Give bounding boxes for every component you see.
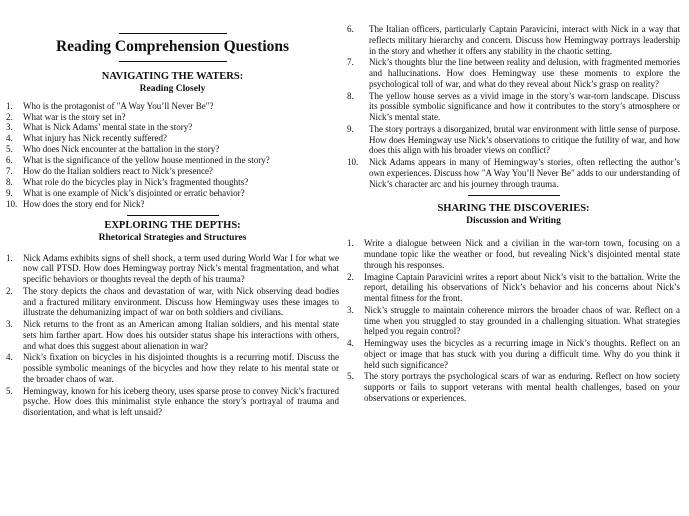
list-item: 5. Hemingway, known for his iceberg theory, uses sparse prose to convey Nick’s fractured psyche. How does this minimalist style enhance the story’s portrayal of trauma and disorientation, and what is left unsaid? xyxy=(6,385,339,418)
list-item: 7. Nick’s thoughts blur the line between reality and delusion, with fragmented memories and hallucinations. How does Hemingway use these moments to explore the psychological toll of war, and what do they reveal about Nick’s grasp on reality? xyxy=(347,57,680,89)
discussion-writing-list xyxy=(347,238,680,403)
section-sharing-subheading: Discussion and Writing xyxy=(466,216,561,227)
list-item: 3. Nick returns to the front as an American among Italian soldiers, and his mental state sets him farther apart. How does his outsider status shape his interactions with others, and what does this suggest about alienation in war? xyxy=(6,319,339,351)
list-item: 5. Who does Nick encounter at the battalion in the story? xyxy=(6,144,220,155)
list-item: 6. What is the significance of the yellow house mentioned in the story? xyxy=(6,155,270,166)
title-rule-top xyxy=(119,33,227,34)
section-sharing-heading: SHARING THE DISCOVERIES: xyxy=(437,203,590,215)
list-item: 4. Nick’s fixation on bicycles in his disjointed thoughts is a recurring motif. Discuss the possible symbolic meanings of the bicycles and how they relate to his mental state or the broader chaos of war. xyxy=(6,352,339,384)
section-exploring-subheading: Rhetorical Strategies and Structures xyxy=(98,232,247,243)
list-item: 2. What war is the story set in? xyxy=(6,111,126,122)
section-exploring-heading: EXPLORING THE DEPTHS: xyxy=(104,219,241,231)
list-item: 7. How do the Italian soldiers react to Nick’s presence? xyxy=(6,166,213,177)
list-item: 5. The story portrays the psychological scars of war as enduring. Reflect on how society supports or fails to support veterans with mental health challenges, based on your observations or experiences. xyxy=(347,371,680,403)
title-rule-bottom xyxy=(119,61,227,62)
rhetorical-strategies-list-continued xyxy=(347,24,680,189)
list-item: 2. Imagine Captain Paravicini writes a report about Nick’s visit to the battalion. Write the report, detailing his observations of Nick’s behavior and his concerns about Nick’s mental fitness for the front. xyxy=(347,271,680,303)
list-item: 10. Nick Adams appears in many of Hemingway’s stories, often reflecting the author’s own experiences. Discuss how "A Way You’ll Never Be" adds to our understanding of Nick’s character arc and his journey through trauma. xyxy=(347,157,680,189)
list-item: 3. What is Nick Adams’ mental state in the story? xyxy=(6,122,193,133)
list-item: 2. The story depicts the chaos and devastation of war, with Nick observing dead bodies and a fractured military environment. Discuss how Hemingway uses these images to illustrate the dehumanizing impact of war on both soldiers and civilians. xyxy=(6,285,339,318)
list-item: 8. What role do the bicycles play in Nick’s fragmented thoughts? xyxy=(6,176,249,187)
section-navigating-heading: NAVIGATING THE WATERS: xyxy=(101,70,244,82)
list-item: 9. What is one example of Nick’s disjointed or erratic behavior? xyxy=(6,187,245,198)
list-item: 9. The story portrays a disorganized, brutal war environment with little sense of purpose. How does Hemingway use Nick’s observations to critique the futility of war, and how does this align with his broader views on conflict? xyxy=(347,123,680,156)
left-column xyxy=(6,0,339,418)
list-item: 3. Nick’s struggle to maintain coherence mirrors the broader chaos of war. Reflect on a time when you struggled to stay grounded in a challenging situation. What strategies helped you regain control? xyxy=(347,304,680,337)
right-column xyxy=(347,0,680,404)
section-divider xyxy=(127,215,219,216)
list-item: 1. Write a dialogue between Nick and a civilian in the war-torn town, focusing on a mundane topic like the weather or food, but revealing Nick’s disjointed mental state through his responses. xyxy=(347,238,680,270)
list-item: 4. What injury has Nick recently suffered? xyxy=(6,133,168,144)
section-navigating-subheading: Reading Closely xyxy=(139,83,206,94)
list-item: 4. Hemingway uses the bicycles as a recurring image in Nick’s thoughts. Reflect on an object or image that has stuck with you during a difficult time. Why do you think it held such significance? xyxy=(347,338,680,370)
list-item: 8. The yellow house serves as a vivid image in the story’s war-torn landscape. Discuss its possible symbolic significance and how it contributes to the story’s atmosphere or Nick’s mental state. xyxy=(347,90,680,122)
list-item: 1. Who is the protagonist of "A Way You’ll Never Be"? xyxy=(6,100,214,111)
list-item: 1. Nick Adams exhibits signs of shell shock, a term used during World War I for what we now call PTSD. How does Hemingway portray Nick’s mental fragmentation, and what specific behaviors or thoughts reveal the depth of his trauma? xyxy=(6,252,339,285)
list-item: 10. How does the story end for Nick? xyxy=(6,198,145,209)
reading-closely-list xyxy=(6,101,339,210)
list-item: 6. The Italian officers, particularly Captain Paravicini, interact with Nick in a way that reflects military hierarchy and concern. Discuss how Hemingway portrays leadership in the story and whether it offers any stability in the chaotic setting. xyxy=(347,24,680,56)
page-title: Reading Comprehension Questions xyxy=(55,38,290,55)
rhetorical-strategies-list xyxy=(6,253,339,418)
section-divider xyxy=(468,195,560,196)
